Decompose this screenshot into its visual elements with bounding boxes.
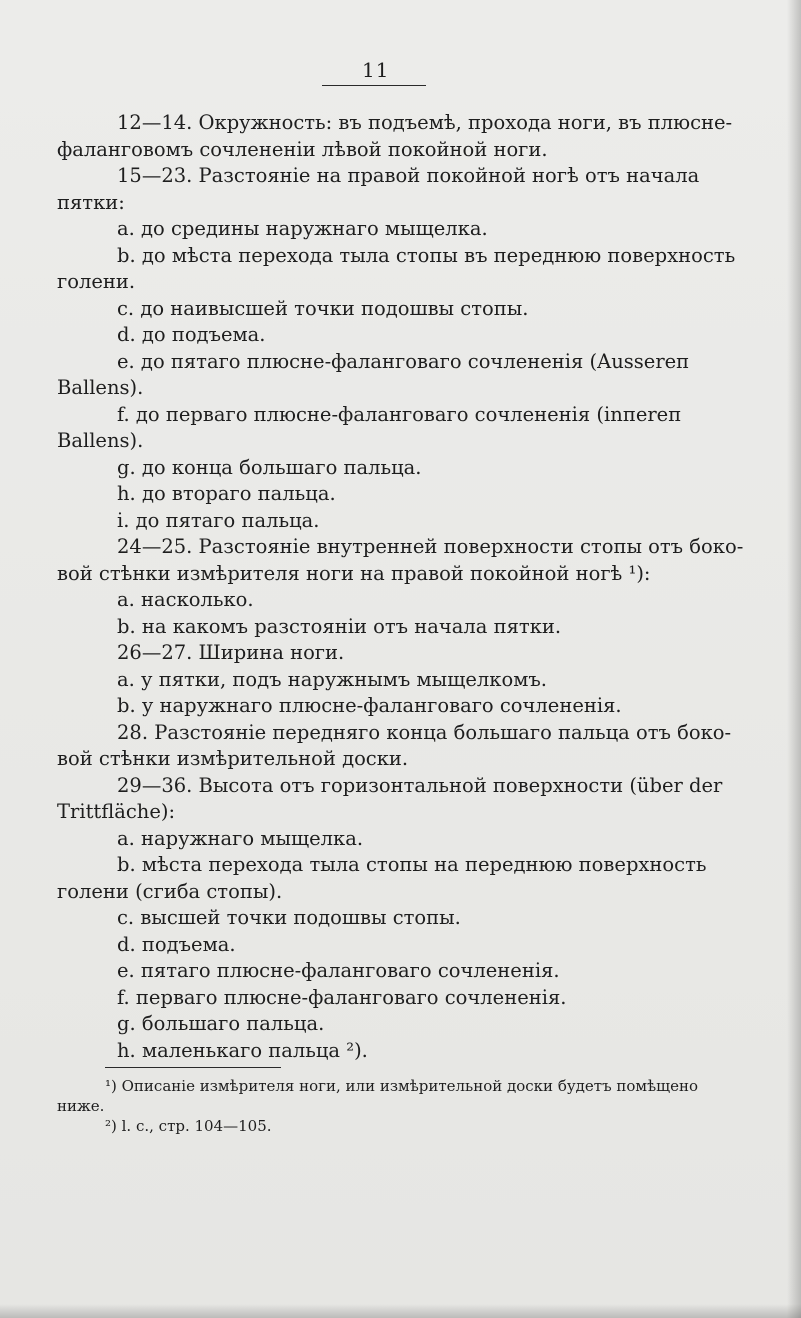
list-item: b. у наружнаго плюсне-фаланговаго сочлененія. [117, 694, 622, 717]
list-item: d. до подъема. [117, 323, 266, 346]
list-item: f. перваго плюсне-фаланговаго сочлененія. [117, 985, 567, 1009]
list-item: g. большаго пальца. [117, 1012, 325, 1035]
main-text [57, 110, 747, 1064]
list-item: a. у пятки, подъ наружнымъ мыщелкомъ. [117, 667, 547, 691]
list-item: f. до перваго плюсне-фаланговаго сочлененія (inпereп Ballens). [57, 402, 682, 452]
footnote: ²) l. c., стр. 104—105. [105, 1117, 272, 1135]
footnote-rule [105, 1067, 281, 1068]
list-item: a. наружнаго мыщелка. [117, 826, 364, 850]
text-line: 15—23. Разстояніе на правой покойной ногѣ отъ начала [117, 164, 700, 187]
text-line: Trittfläche): [57, 800, 176, 823]
list-item: d. подъема. [117, 932, 236, 956]
text-line: вой стѣнки измѣрителя ноги на правой покойной ногѣ ¹): [57, 561, 651, 585]
text-line: 12—14. Окружность: въ подъемѣ, прохода ноги, въ плюсне- [117, 111, 733, 134]
list-item: e. до пятаго плюсне-фаланговаго сочлененія (Aussereп Ballens). [57, 349, 690, 399]
text-line: 29—36. Высота отъ горизонтальной поверхности (über der [117, 773, 723, 797]
text-line: голени (сгиба стопы). [57, 879, 283, 903]
footnote: ¹) Описаніе измѣрителя ноги, или измѣрительной доски будетъ помѣщено [105, 1077, 698, 1095]
list-item: b. на какомъ разстояніи отъ начала пятки. [117, 614, 562, 638]
text-line: 28. Разстояніе передняго конца большаго пальца отъ боко- [117, 720, 732, 744]
footnote: ниже. [57, 1097, 105, 1115]
page-number: 11 [362, 58, 390, 82]
page-bottom-shadow [0, 1304, 801, 1318]
header-rule [322, 85, 426, 86]
list-item: i. до пятаго пальца. [117, 508, 320, 532]
list-item: h. до втораго пальца. [117, 482, 336, 505]
list-item: b. до мѣста перехода тыла стопы въ переднюю поверхность [117, 243, 736, 267]
page-edge-shadow [787, 0, 801, 1318]
list-item: g. до конца большаго пальца. [117, 455, 422, 479]
list-item: a. насколько. [117, 588, 254, 611]
text-line: пятки: [57, 190, 125, 214]
list-item: e. пятаго плюсне-фаланговаго сочлененія. [117, 959, 560, 982]
list-item: c. до наивысшей точки подошвы стопы. [117, 296, 529, 320]
list-item: h. маленькаго пальца ²). [117, 1038, 368, 1062]
footnotes [57, 1076, 747, 1136]
list-item: a. до средины наружнаго мыщелка. [117, 217, 488, 240]
text-line: 26—27. Ширина ноги. [117, 641, 345, 664]
list-item: b. мѣста перехода тыла стопы на переднюю поверхность [117, 853, 707, 876]
text-line: голени. [57, 270, 136, 293]
text-line: 24—25. Разстояніе внутренней поверхности стопы отъ боко- [117, 535, 744, 558]
text-line: вой стѣнки измѣрительной доски. [57, 747, 409, 770]
list-item: c. высшей точки подошвы стопы. [117, 906, 461, 929]
text-line: фаланговомъ сочлененіи лѣвой покойной ноги. [57, 137, 548, 161]
